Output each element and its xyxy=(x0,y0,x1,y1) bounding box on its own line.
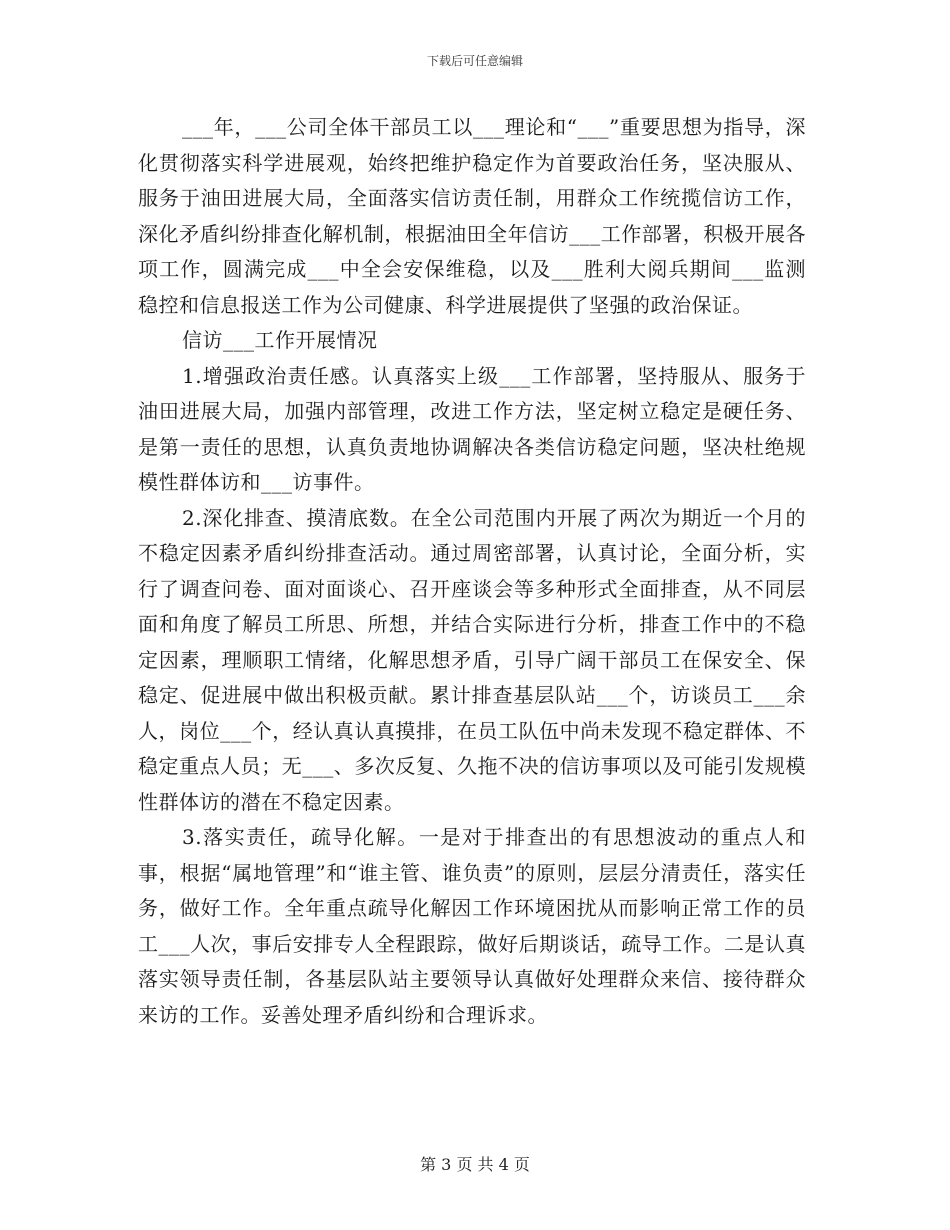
paragraph-intro: ___年，___公司全体干部员工以___理论和“___”重要思想为指导，深化贯彻落实科学进展观，始终把维护稳定作为首要政治任务，坚决服从、服务于油田进展大局，全面落实信访责任制，用群众工作统揽信访工作，深化矛盾纠纷排查化解机制，根据油田全年信访___工作部署，积极开展各项工作，圆满完成___中全会安保维稳，以及___胜利大阅兵期间___监测稳控和信息报送工作为公司健康、科学进展提供了坚强的政治保证。 xyxy=(138,115,806,317)
paragraph-item-3: 3.落实责任，疏导化解。一是对于排查出的有思想波动的重点人和事，根据“属地管理”和“谁主管、谁负责”的原则，层层分清责任，落实任务，做好工作。全年重点疏导化解因工作环境困扰从而影响正常工作的员工___人次，事后安排专人全程跟踪，做好后期谈话，疏导工作。二是认真落实领导责任制，各基层队站主要领导认真做好处理群众来信、接待群众来访的工作。妥善处理矛盾纠纷和合理诉求。 xyxy=(138,825,806,1027)
page-number: 第 3 页 共 4 页 xyxy=(420,1155,530,1174)
document-body xyxy=(138,110,806,1033)
paragraph-item-2: 2.深化排查、摸清底数。在全公司范围内开展了两次为期近一个月的不稳定因素矛盾纠纷排查活动。通过周密部署，认真讨论，全面分析，实行了调查问卷、面对面谈心、召开座谈会等多种形式全面排查，从不同层面和角度了解员工所思、所想，并结合实际进行分析，排查工作中的不稳定因素，理顺职工情绪，化解思想矛盾，引导广阔干部员工在保安全、保稳定、促进展中做出积极贡献。累计排查基层队站___个，访谈员工___余人，岗位___个，经认真认真摸排，在员工队伍中尚未发现不稳定群体、不稳定重点人员；无___、多次反复、久拖不决的信访事项以及可能引发规模性群体访的潜在不稳定因素。 xyxy=(138,505,806,814)
paragraph-item-1: 1.增强政治责任感。认真落实上级___工作部署，坚持服从、服务于油田进展大局，加强内部管理，改进工作方法，坚定树立稳定是硬任务、是第一责任的思想，认真负责地协调解决各类信访稳定问题，坚决杜绝规模性群体访和___访事件。 xyxy=(138,363,806,494)
section-heading: 信访___工作开展情况 xyxy=(182,328,378,352)
page-header: 下载后可任意编辑 xyxy=(426,54,523,68)
